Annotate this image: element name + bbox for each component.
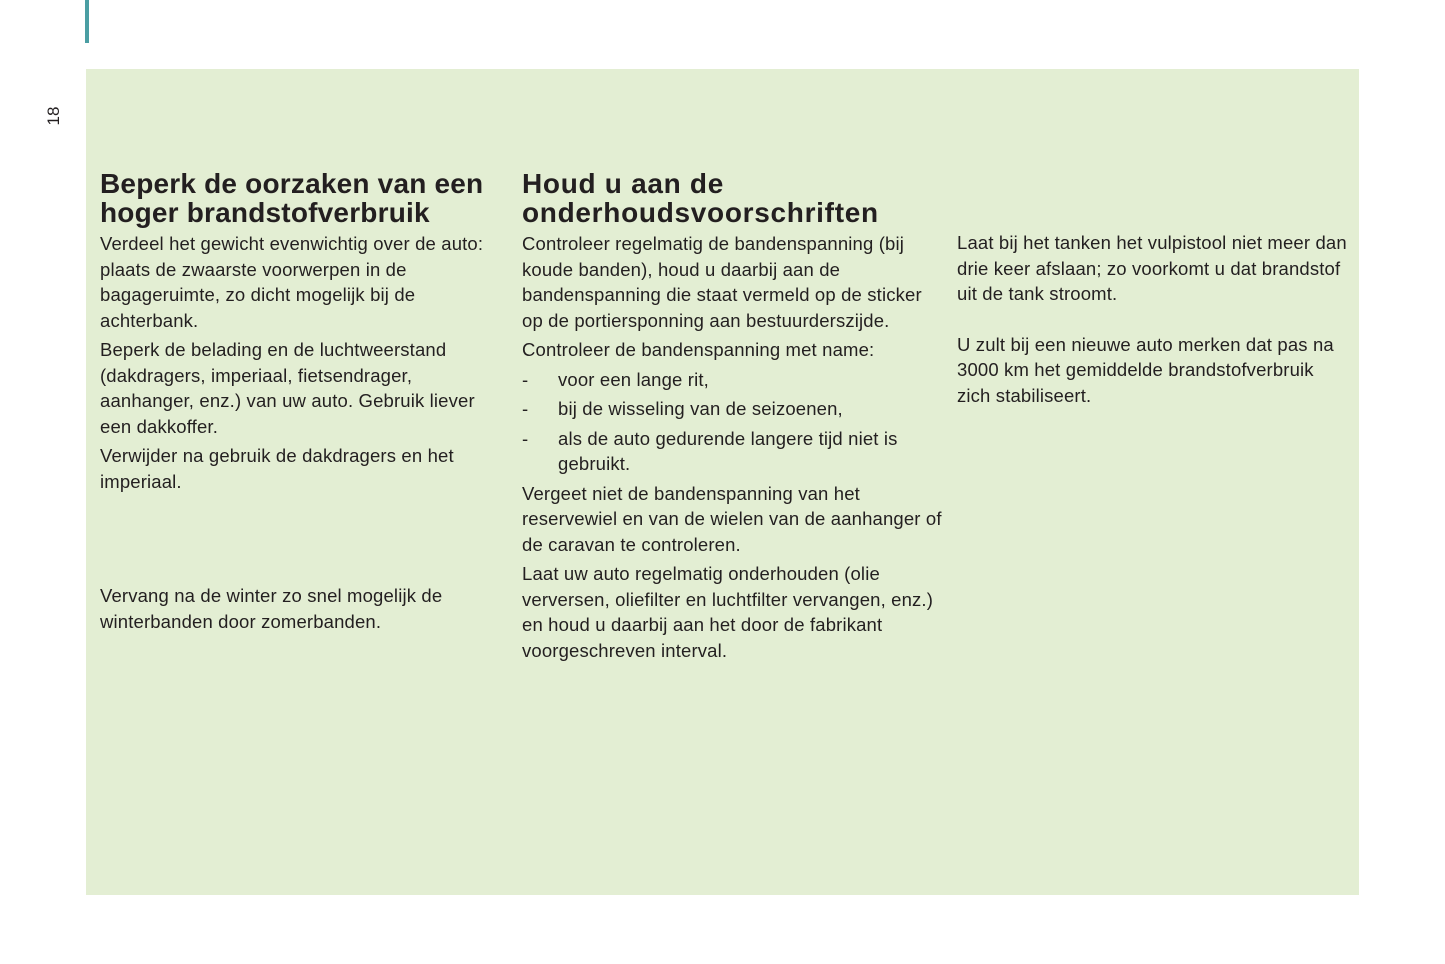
tyre-check-list [522, 367, 942, 477]
page-number: 18 [44, 106, 63, 126]
paragraph-check-pressure-intro: Controleer de bandenspanning met name: [522, 339, 875, 360]
content-panel [86, 69, 1359, 895]
column-fuel-consumption [100, 169, 500, 638]
section-heading-maintenance: Houd u aan de onderhoudsvoorschriften [522, 168, 879, 228]
paragraph-refuelling: Laat bij het tanken het vulpistool niet meer dan drie keer afslaan; zo voorkomt u dat brandstof uit de tank stroomt. [957, 232, 1347, 304]
paragraph-remove-roof-racks: Verwijder na gebruik de dakdragers en het imperiaal. [100, 445, 454, 492]
column-maintenance [522, 169, 942, 667]
page-edge-bar [85, 0, 89, 43]
section-heading-fuel-consumption: Beperk de oorzaken van een hoger brandstofverbruik [100, 168, 484, 228]
paragraph-winter-tyres: Vervang na de winter zo snel mogelijk de winterbanden door zomerbanden. [100, 585, 443, 632]
paragraph-new-car-consumption: U zult bij een nieuwe auto merken dat pas na 3000 km het gemiddelde brandstofverbruik zich stabiliseert. [957, 333, 1334, 406]
paragraph-regular-service: Laat uw auto regelmatig onderhouden (olie verversen, oliefilter en luchtfilter vervangen, enz.) en houd u daarbij aan het door de fabrikant voorgeschreven interval. [522, 563, 934, 661]
paragraph-load-air-resistance: Beperk de belading en de luchtweerstand (dakdragers, imperiaal, fietsendrager, aanhanger, enz.) van uw auto. Gebruik liever een dakkoffer. [100, 339, 475, 437]
paragraph-tyre-pressure: Controleer regelmatig de bandenspanning (bij koude banden), houd u daarbij aan de bandenspanning die staat vermeld op de sticker op de portiersponning aan bestuurderszijde. [522, 233, 922, 331]
list-item: - bij de wisseling van de seizoenen, [522, 398, 843, 419]
paragraph-weight-distribution: Verdeel het gewicht evenwichtig over de auto: plaats de zwaarste voorwerpen in de bagageruimte, zo dicht mogelijk bij de achterbank. [100, 233, 484, 331]
list-item: - als de auto gedurende langere tijd niet is gebruikt. [522, 427, 898, 474]
column-refuelling-notes [957, 230, 1352, 412]
paragraph-spare-wheel: Vergeet niet de bandenspanning van het reservewiel en van de wielen van de aanhanger of de caravan te controleren. [522, 482, 942, 555]
list-item: - voor een lange rit, [522, 368, 709, 390]
